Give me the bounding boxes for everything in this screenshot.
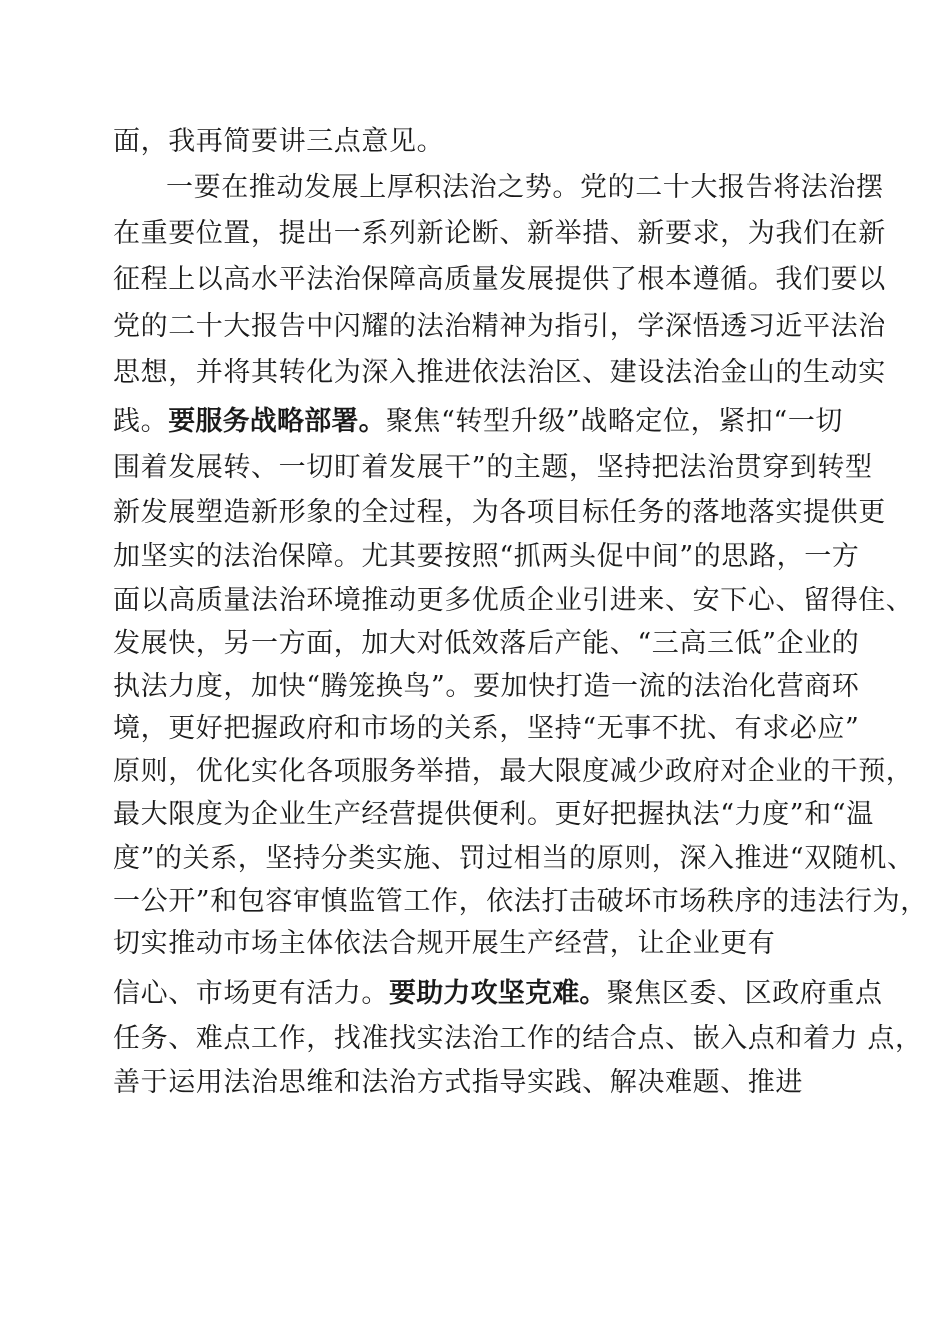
text-line (113, 1023, 923, 1055)
text-line (113, 585, 913, 617)
text-run: 加坚实的法治保障。尤其要按照“抓两头促中间”的思路，一方 (113, 541, 860, 572)
text-line (166, 172, 884, 204)
text-run: 执法力度，加快“腾笼换鸟”。要加快打造一流的法治化营商环 (113, 671, 860, 702)
text-line (113, 886, 928, 918)
text-line (113, 843, 915, 875)
bold-heading-run: 要助力攻坚克难。 (389, 978, 607, 1009)
text-run: 信心、市场更有活力。 (113, 978, 389, 1009)
text-line (113, 713, 859, 745)
text-run: 一要在推动发展上厚积法治之势。党的二十大报告将法治摆 (166, 172, 884, 203)
text-line (113, 218, 886, 250)
text-line (113, 452, 873, 484)
text-run: 聚焦“转型升级”战略定位，紧扣“一切 (385, 406, 844, 437)
text-line (113, 978, 883, 1010)
text-line (113, 756, 913, 788)
text-line (113, 1067, 803, 1099)
text-run: 原则，优化实化各项服务举措，最大限度减少政府对企业的干预， (113, 756, 914, 787)
text-line (113, 541, 859, 573)
text-line (113, 357, 886, 389)
text-line (113, 264, 886, 296)
text-run: 新发展塑造新形象的全过程，为各项目标任务的落地落实提供更 (113, 497, 886, 528)
text-run: 善于运用法治思维和法治方式指导实践、解决难题、推进 (113, 1067, 803, 1098)
text-run: 发展快，另一方面，加大对低效落后产能、“三高三低”企业的 (113, 628, 860, 659)
bold-heading-run: 要服务战略部署。 (168, 406, 386, 437)
text-line (113, 497, 886, 529)
text-line (113, 628, 859, 660)
text-run: 面，我再简要讲三点意见。 (113, 126, 445, 157)
text-run: 面以高质量法治环境推动更多优质企业引进来、安下心、留得住、 (113, 585, 914, 616)
text-run: 征程上以高水平法治保障高质量发展提供了根本遵循。我们要以 (113, 264, 886, 295)
text-line (113, 671, 859, 703)
text-run: 任务、难点工作，找准找实法治工作的结合点、嵌入点和着力 点， (113, 1023, 923, 1054)
text-run: 围着发展转、一切盯着发展干”的主题，坚持把法治贯穿到转型 (113, 452, 873, 483)
text-run: 党的二十大报告中闪耀的法治精神为指引，学深悟透习近平法治 (113, 311, 886, 342)
text-line (113, 928, 775, 960)
text-run: 最大限度为企业生产经营提供便利。更好把握执法“力度”和“温 (113, 799, 874, 830)
text-line (113, 311, 886, 343)
text-run: 度”的关系，坚持分类实施、罚过相当的原则，深入推进“双随机、 (113, 843, 915, 874)
text-run: 境，更好把握政府和市场的关系，坚持“无事不扰、有求必应” (113, 713, 860, 744)
text-run: 一公开”和包容审慎监管工作，依法打击破坏市场秩序的违法行为， (113, 886, 928, 917)
text-run: 践。 (113, 406, 169, 437)
text-run: 切实推动市场主体依法合规开展生产经营，让企业更有 (113, 928, 776, 959)
text-line (113, 126, 444, 158)
text-line (113, 799, 874, 831)
text-run: 聚焦区委、区政府重点 (606, 978, 883, 1009)
text-run: 在重要位置，提出一系列新论断、新举措、新要求，为我们在新 (113, 218, 886, 249)
text-line (113, 406, 843, 438)
text-run: 思想，并将其转化为深入推进依法治区、建设法治金山的生动实 (113, 357, 886, 388)
